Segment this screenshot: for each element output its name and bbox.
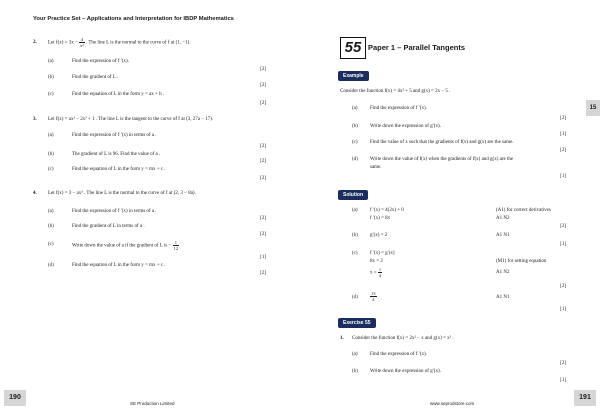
example-part-text: Write down the expression of g′(x). [370,124,441,129]
exercise-part-label: (a) [352,352,358,357]
solution-a-line2: f ′(x) = 8x [370,216,391,221]
exercise-part-mark: [2] [560,361,566,366]
q4-part-mark: [2] [260,232,266,237]
fraction: $\frac{1}{4}$ [378,267,382,278]
q4-part-mark: [2] [260,216,266,221]
fraction: $\frac{4}{\text{x²}}$ [80,37,84,48]
chapter-title: Paper 1 – Parallel Tangents [368,43,465,52]
example-part-text: Find the expression of f ′(x). [370,106,427,111]
q2-part-text: Find the equation of L in the form y = ax + b . [72,92,165,97]
solution-a-mark: [2] [560,224,566,229]
q3-part-label: (b) [48,152,54,157]
solution-c-line1: f ′(x) = g′(x) [370,251,395,256]
question-3-number: 3. [33,117,37,122]
right-page [300,0,600,420]
q3-part-text: Find the equation of L in the form y = mx + c . [72,167,166,172]
exercise-question-number: 1. [340,336,344,341]
q3-part-label: (a) [48,133,54,138]
example-part-mark: [2] [560,148,566,153]
q4-part-label: (c) [48,242,54,247]
q2-part-mark: [2] [260,83,266,88]
footer-left: SE Production Limited [130,401,175,406]
example-stem: Consider the function f(x) = 4x² + 5 and g(x) = 2x − 5 . [340,89,451,94]
exercise-part-text: Write down the expression of g′(x). [370,369,441,374]
exercise-part-mark: [1] [560,378,566,383]
solution-a-note1: (A1) for correct derivatives [496,208,551,213]
q4-part-text: Find the equation of L in the form y = mx + c . [72,263,166,268]
solution-c-line3: x = $\frac{1}{4}$ [370,267,382,278]
q4-part-mark: [1] [260,255,266,260]
example-part-label: (a) [352,106,358,111]
solution-b-note: A1 N1 [496,233,510,238]
q3-part-mark: [2] [260,176,266,181]
question-3-stem: Let f(x) = ax³ − 2x² + 1 . The line L is the tangent to the curve of f at (3, 27a − 17). [48,117,214,122]
solution-badge: Solution [338,190,368,200]
fraction: $\frac{1}{12}$ [173,240,179,251]
solution-c-note2: (M1) for setting equation [496,259,547,264]
question-4-stem: Let f(x) = 3 − ax³ . The line L is the normal to the curve of f at (2, 3 − 8a). [48,191,196,196]
q2-part-text: Find the expression of f ′(x). [72,59,129,64]
page-number-left: 190 [4,390,26,406]
q4-part-text: Find the expression of f ′(x) in terms of a . [72,209,157,214]
exercise-stem: Consider the function f(x) = 2x² − x and g(x) = x² . [352,336,454,341]
example-part-mark: [1] [560,174,566,179]
chapter-side-tab: 15 [586,100,600,116]
exercise-part-label: (b) [352,369,358,374]
q3-part-text: Find the expression of f ′(x) in terms of a . [72,133,157,138]
q4-part-text: Write down the value of a if the gradient of L is − $\frac{1}{12}$ [72,240,179,251]
question-2-number: 2. [33,40,37,45]
solution-a-line1: f ′(x) = 4(2x) + 0 [370,208,404,213]
q2-part-mark: [2] [260,101,266,106]
solution-b-mark: [1] [560,242,566,247]
solution-c-line2: 8x = 2 [370,259,383,264]
example-badge: Example [338,71,369,81]
solution-label-b: (b) [352,233,358,238]
question-4-number: 4. [33,191,37,196]
q2-part-label: (a) [48,59,54,64]
q3-part-mark: [2] [260,144,266,149]
q4-part-mark: [2] [260,271,266,276]
book-header: Your Practice Set – Applications and Interpretation for IBDP Mathematics [33,16,234,22]
example-part-label: (c) [352,140,358,145]
exercise-part-text: Find the expression of f ′(x). [370,352,427,357]
fraction: $\frac{13}{4}$ [371,291,376,302]
q4-part-text: Find the gradient of L in terms of a . [72,224,145,229]
example-part-label: (d) [352,157,358,162]
solution-a-note2: A1 N2 [496,216,510,221]
example-part-text-cont: same. [370,165,382,170]
solution-d-note: A1 N1 [496,295,510,300]
exercise-badge: Exercise 55 [338,318,376,328]
solution-label-c: (c) [352,251,358,256]
solution-d-value [370,291,377,302]
example-part-mark: [2] [560,116,566,121]
q2-part-text: Find the gradient of L . [72,75,119,80]
solution-label-d: (d) [352,295,358,300]
solution-c-note3: A1 N2 [496,270,510,275]
q2-part-label: (c) [48,92,54,97]
q2-part-mark: [2] [260,67,266,72]
chapter-number-box: 55 [340,37,366,59]
example-part-mark: [1] [560,132,566,137]
solution-label-a: (a) [352,208,358,213]
example-part-text: Find the value of x such that the gradients of f(x) and g(x) are the same. [370,140,514,145]
solution-b-line: g′(x) = 2 [370,233,388,238]
q3-part-text: The gradient of L is 96. Find the value of a . [72,152,161,157]
solution-d-mark: [1] [560,307,566,312]
question-2-stem: Let f(x) = 3x − $\frac{4}{\text{x²}}$ . The line L is the normal to the curve of f at (1, −1). [48,37,191,48]
solution-c-mark: [2] [560,284,566,289]
q3-part-mark: [2] [260,159,266,164]
page-number-right: 191 [574,390,596,406]
q4-part-label: (a) [48,209,54,214]
q4-part-label: (d) [48,263,54,268]
q2-part-label: (b) [48,75,54,80]
q3-part-label: (c) [48,167,54,172]
footer-right: www.seprodstore.com [430,401,475,406]
q4-part-label: (b) [48,224,54,229]
example-part-label: (b) [352,124,358,129]
example-part-text: Write down the value of f(x) when the gradients of f(x) and g(x) are the [370,157,514,162]
